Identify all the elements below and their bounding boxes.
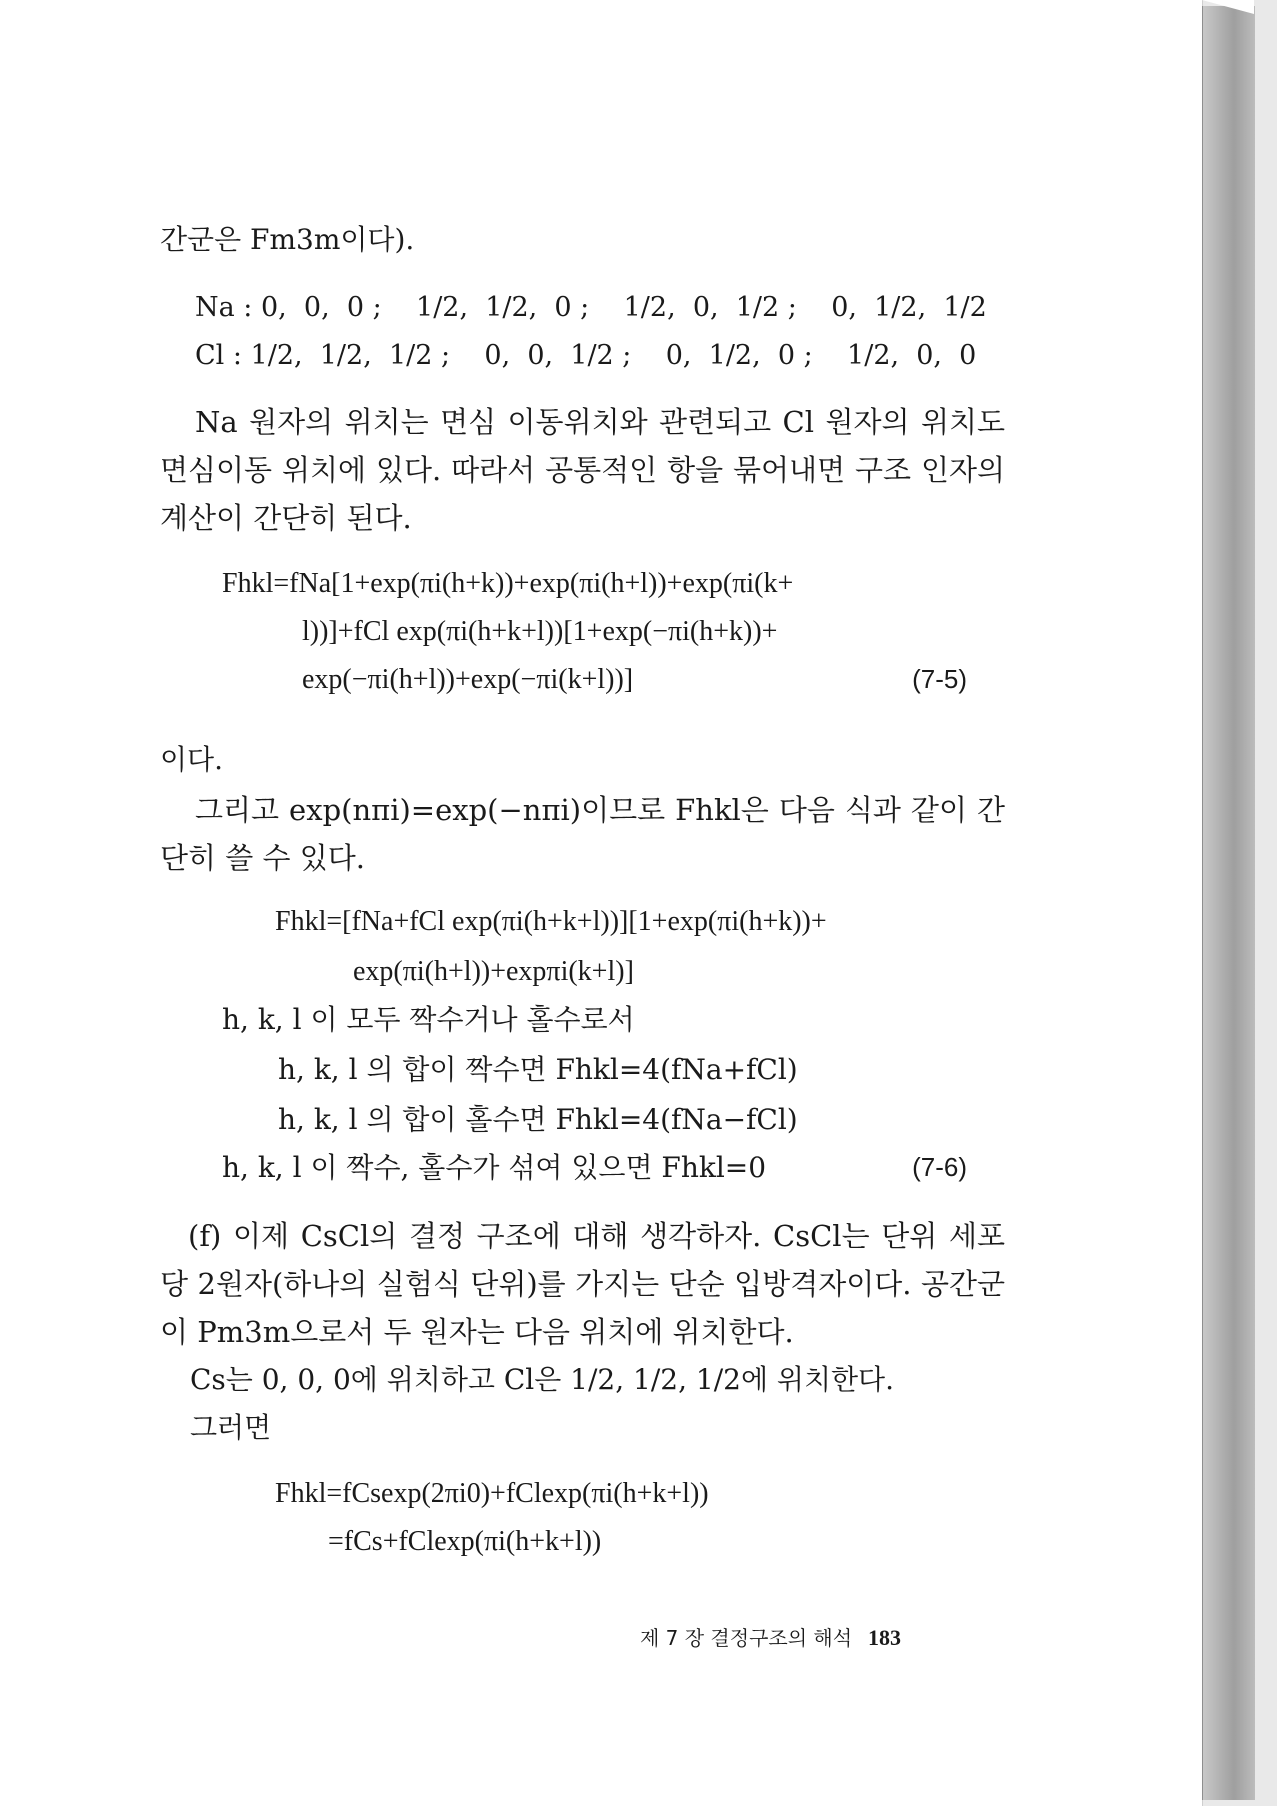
condition-line: h, k, l 의 합이 짝수면 Fhkl=4(fNa+fCl) (278, 1053, 798, 1086)
page-number: 183 (868, 1625, 902, 1650)
page-edge-fold (1202, 0, 1254, 14)
text-line: 이다. (160, 743, 223, 776)
text-line: 간군은 Fm3m이다). (160, 223, 415, 256)
equation-7-5-line3: exp(−πi(h+l))+exp(−πi(k+l))] (302, 664, 634, 695)
condition-line: h, k, l 이 짝수, 홀수가 섞여 있으면 Fhkl=0 (222, 1151, 767, 1184)
cl-coordinates: Cl : 1/2, 1/2, 1/2 ; 0, 0, 1/2 ; 0, 1/2, 0 ; 1/2, 0, 0 (195, 340, 977, 371)
page-edge-shadow (1202, 6, 1255, 1800)
equation-nacl-line2: exp(πi(h+l))+expπi(k+l)] (353, 956, 634, 987)
equation-7-5-line1: Fhkl=fNa[1+exp(πi(h+k))+exp(πi(h+l))+exp(πi(k+ (222, 568, 794, 599)
equation-number-7-5: (7-5) (912, 664, 967, 694)
paragraph-simplify: 그리고 exp(nπi)=exp(−nπi)이므로 Fhkl은 다음 식과 같이 간단히 쓸 수 있다. (160, 793, 1005, 875)
paragraph-na-cl: Na 원자의 위치는 면심 이동위치와 관련되고 Cl 원자의 위치도 면심이동 위치에 있다. 따라서 공통적인 항을 묶어내면 구조 인자의 계산이 간단히 된다. (160, 405, 1005, 535)
paragraph-cscl: (f) 이제 CsCl의 결정 구조에 대해 생각하자. CsCl는 단위 세포당 2원자(하나의 실험식 단위)를 가지는 단순 입방격자이다. 공간군이 Pm3m으로서 두 원자는 다음 위치에 위치한다. (160, 1219, 1005, 1349)
page-footer (640, 1622, 901, 1651)
chapter-title: 제 7 장 결정구조의 해석 (640, 1626, 853, 1650)
text-line: 그러면 (190, 1411, 272, 1444)
equation-7-5-line2: l))]+fCl exp(πi(h+k+l))[1+exp(−πi(h+k))+ (302, 616, 778, 647)
na-coordinates: Na : 0, 0, 0 ; 1/2, 1/2, 0 ; 1/2, 0, 1/2 ; 0, 1/2, 1/2 (195, 292, 987, 323)
condition-line: h, k, l 의 합이 홀수면 Fhkl=4(fNa−fCl) (278, 1103, 798, 1136)
equation-number-7-6: (7-6) (912, 1152, 967, 1182)
text-line: Cs는 0, 0, 0에 위치하고 Cl은 1/2, 1/2, 1/2에 위치한다. (190, 1363, 894, 1396)
equation-cscl-line1: Fhkl=fCsexp(2πi0)+fClexp(πi(h+k+l)) (275, 1478, 709, 1509)
equation-cscl-line2: =fCs+fClexp(πi(h+k+l)) (328, 1526, 602, 1557)
condition-line: h, k, l 이 모두 짝수거나 홀수로서 (222, 1003, 635, 1036)
equation-nacl-line1: Fhkl=[fNa+fCl exp(πi(h+k+l))][1+exp(πi(h+k))+ (275, 906, 827, 937)
